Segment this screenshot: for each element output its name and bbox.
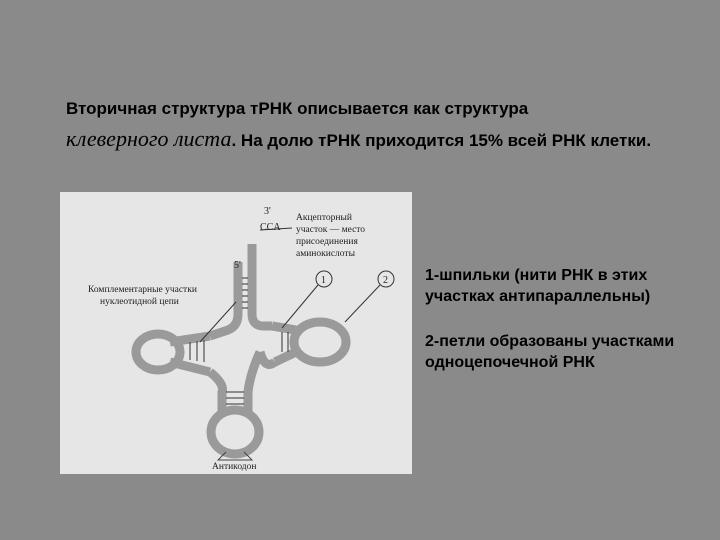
acceptor-line1: Акцепторный — [296, 213, 352, 223]
anticodon-stem-rungs — [226, 392, 244, 404]
note-loops: 2-петли образованы участками одноцепочечной РНК — [425, 333, 675, 371]
acceptor-line2: участок — место — [296, 225, 366, 235]
left-loop — [136, 334, 180, 370]
trna-figure — [60, 192, 412, 474]
acceptor-stem-right — [252, 244, 272, 326]
right-stem-lower — [275, 352, 296, 362]
right-stem-rungs — [282, 332, 288, 352]
complement-line1: Комплементарные участки — [88, 285, 197, 295]
right-loop — [294, 322, 346, 362]
anticodon-loop — [211, 410, 259, 454]
trna-cloverleaf-diagram — [60, 192, 412, 474]
right-stem — [272, 326, 296, 330]
acceptor-line4: аминокислоты — [296, 249, 355, 259]
anticodon-stem-right — [248, 352, 260, 414]
label-cca: CCA — [260, 222, 281, 233]
marker2-label: 2 — [383, 275, 388, 286]
intro-text-part1: Вторичная структура тРНК описывается как структура — [66, 99, 529, 118]
note-hairpins: 1-шпильки (нити РНК в этих участках антипараллельны) — [425, 267, 651, 305]
label-3prime: 3' — [264, 206, 271, 217]
intro-emphasis: клеверного листа — [66, 126, 232, 152]
acceptor-stem-left — [210, 262, 238, 336]
anticodon-label: Антикодон — [212, 462, 257, 472]
marker1-label: 1 — [321, 275, 326, 286]
anticodon-stem-left — [210, 372, 223, 414]
intro-text-part2: . На долю тРНК приходится 15% всей РНК клетки. — [231, 131, 652, 151]
left-stem-rungs — [190, 340, 204, 362]
complement-line2: нуклеотидной цепи — [100, 297, 179, 307]
acceptor-line3: присоединения — [296, 237, 358, 247]
marker2-pointer — [345, 285, 380, 322]
label-5prime: 5' — [234, 260, 241, 271]
acceptor-stem-rungs — [242, 278, 248, 308]
intro-paragraph — [66, 96, 686, 156]
